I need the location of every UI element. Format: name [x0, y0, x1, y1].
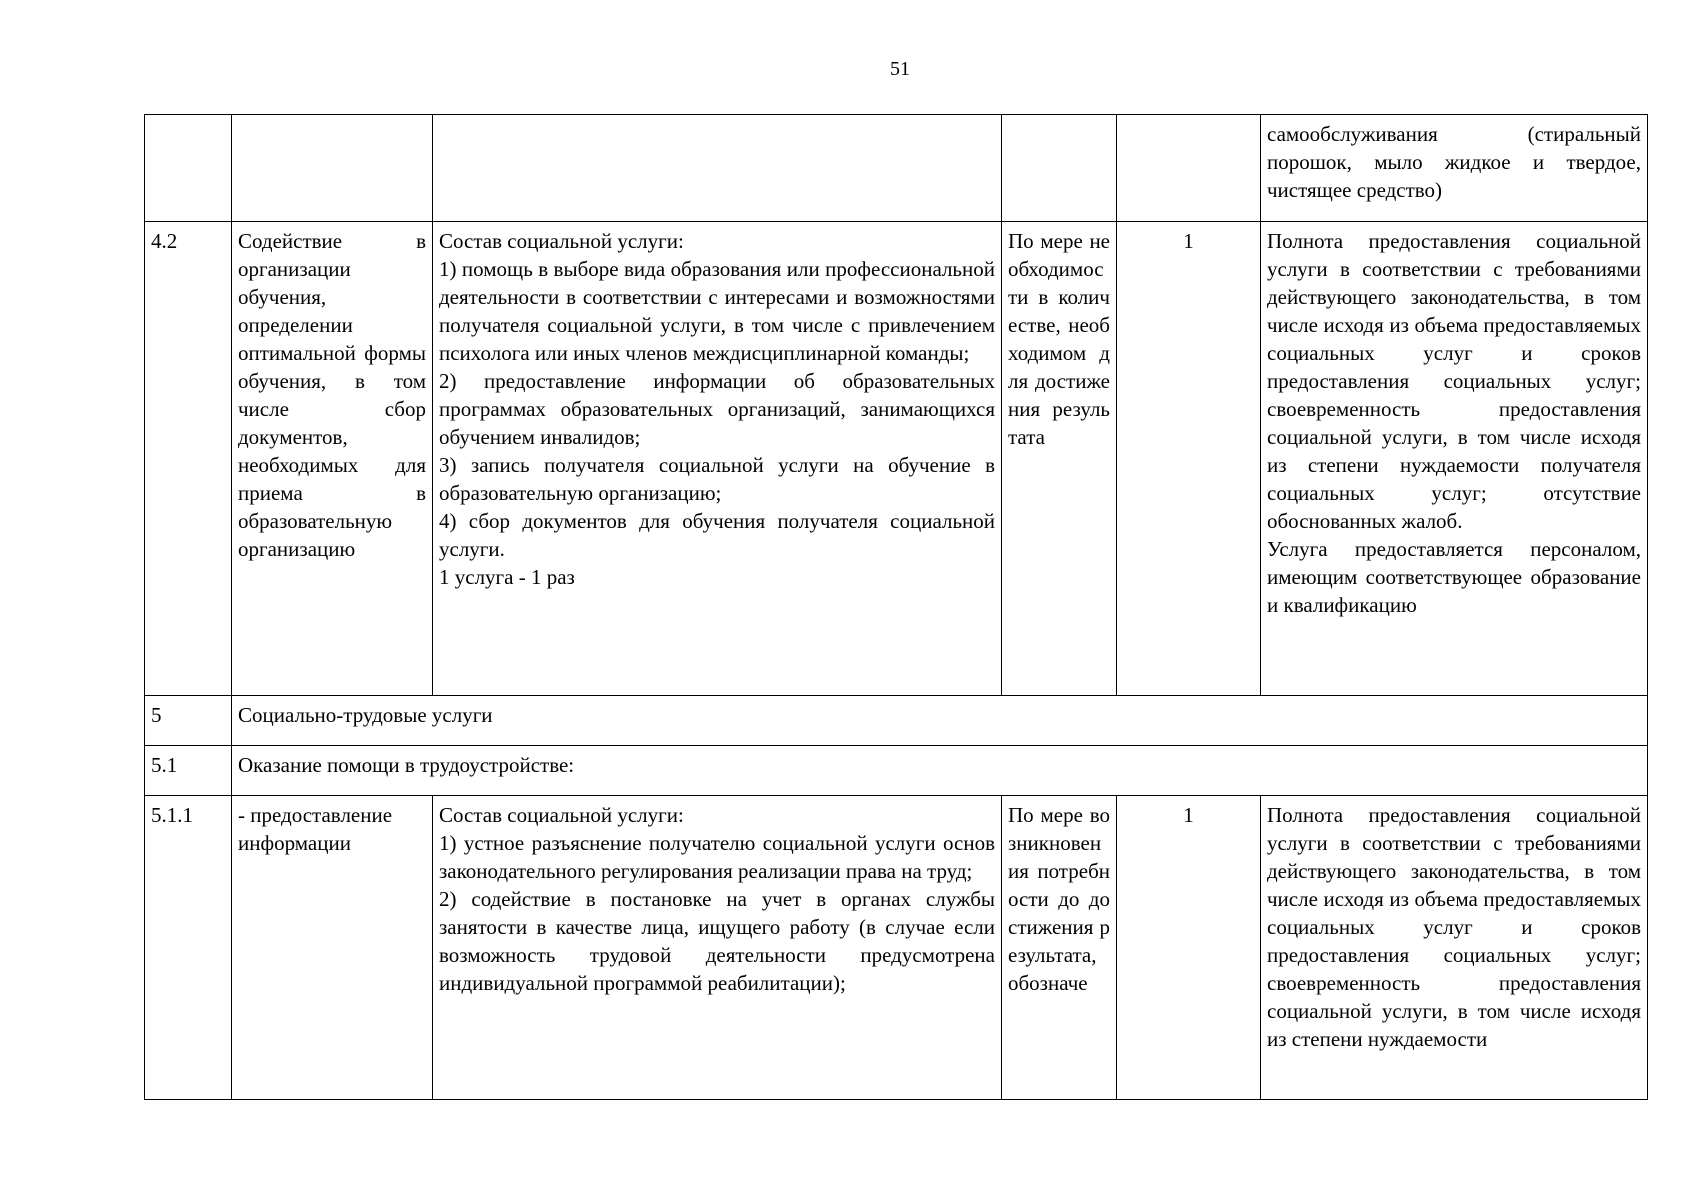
service-number — [145, 115, 232, 222]
table-row — [145, 222, 1648, 696]
service-period: По мере необходимости в количестве, необходимом для достижения результата — [1002, 222, 1117, 696]
content-line: 1) устное разъяснение получателю социальной услуги основ законодательного регулирования реализации права на труд; — [439, 831, 995, 883]
section-number: 5.1 — [145, 746, 232, 796]
service-period — [1002, 115, 1117, 222]
service-criteria — [1261, 222, 1648, 696]
criteria-paragraph: Полнота предоставления социальной услуги в соответствии с требованиями действующего законодательства, в том числе исходя из объема предоставляемых социальных услуг и сроков предоставления социальных услуг; своевременность предоставления социальной услуги, в том числе исходя из степени нуждаемости — [1267, 803, 1641, 1051]
table-row — [145, 115, 1648, 222]
section-title: Социально-трудовые услуги — [232, 696, 1648, 746]
service-name: - предоставление информации — [232, 796, 433, 1100]
service-content — [433, 222, 1002, 696]
content-line: 2) предоставление информации об образовательных программах образовательных организаций, занимающихся обучением инвалидов; — [439, 369, 995, 449]
service-number: 5.1.1 — [145, 796, 232, 1100]
service-content — [433, 796, 1002, 1100]
criteria-paragraph: самообслуживания (стиральный порошок, мыло жидкое и твердое, чистящее средство) — [1267, 122, 1641, 202]
service-name — [232, 115, 433, 222]
table-row — [145, 796, 1648, 1100]
service-volume — [1117, 115, 1261, 222]
service-criteria — [1261, 796, 1648, 1100]
content-line: 3) запись получателя социальной услуги на обучение в образовательную организацию; — [439, 453, 995, 505]
services-table — [144, 114, 1648, 1100]
section-row — [145, 746, 1648, 796]
criteria-paragraph: Услуга предоставляется персоналом, имеющим соответствующее образование и квалификацию — [1267, 537, 1641, 617]
content-line: 4) сбор документов для обучения получателя социальной услуги. — [439, 509, 995, 561]
service-criteria — [1261, 115, 1648, 222]
page-number: 51 — [890, 58, 910, 80]
content-line: 1 услуга - 1 раз — [439, 565, 575, 589]
service-volume: 1 — [1117, 796, 1261, 1100]
section-title: Оказание помощи в трудоустройстве: — [232, 746, 1648, 796]
content-line: Состав социальной услуги: — [439, 803, 684, 827]
criteria-paragraph: Полнота предоставления социальной услуги в соответствии с требованиями действующего законодательства, в том числе исходя из объема предоставляемых социальных услуг и сроков предоставления социальных услуг; своевременность предоставления социальной услуги, в том числе исходя из степени нуждаемости получателя социальных услуг; отсутствие обоснованных жалоб. — [1267, 229, 1641, 533]
service-number: 4.2 — [145, 222, 232, 696]
section-row — [145, 696, 1648, 746]
service-volume: 1 — [1117, 222, 1261, 696]
service-period: По мере возникновения потребности до достижения результата, обозначе — [1002, 796, 1117, 1100]
content-line: 2) содействие в постановке на учет в органах службы занятости в качестве лица, ищущего работу (в случае если возможность трудовой деятельности предусмотрена индивидуальной программой реабилитации); — [439, 887, 995, 995]
content-line: Состав социальной услуги: — [439, 229, 684, 253]
section-number: 5 — [145, 696, 232, 746]
service-name: Содействие в организации обучения, определении оптимальной формы обучения, в том числе сбор документов, необходимых для приема в образовательную организацию — [232, 222, 433, 696]
service-content — [433, 115, 1002, 222]
content-line: 1) помощь в выборе вида образования или профессиональной деятельности в соответствии с интересами и возможностями получателя социальной услуги, в том числе с привлечением психолога или иных членов междисциплинарной команды; — [439, 257, 995, 365]
